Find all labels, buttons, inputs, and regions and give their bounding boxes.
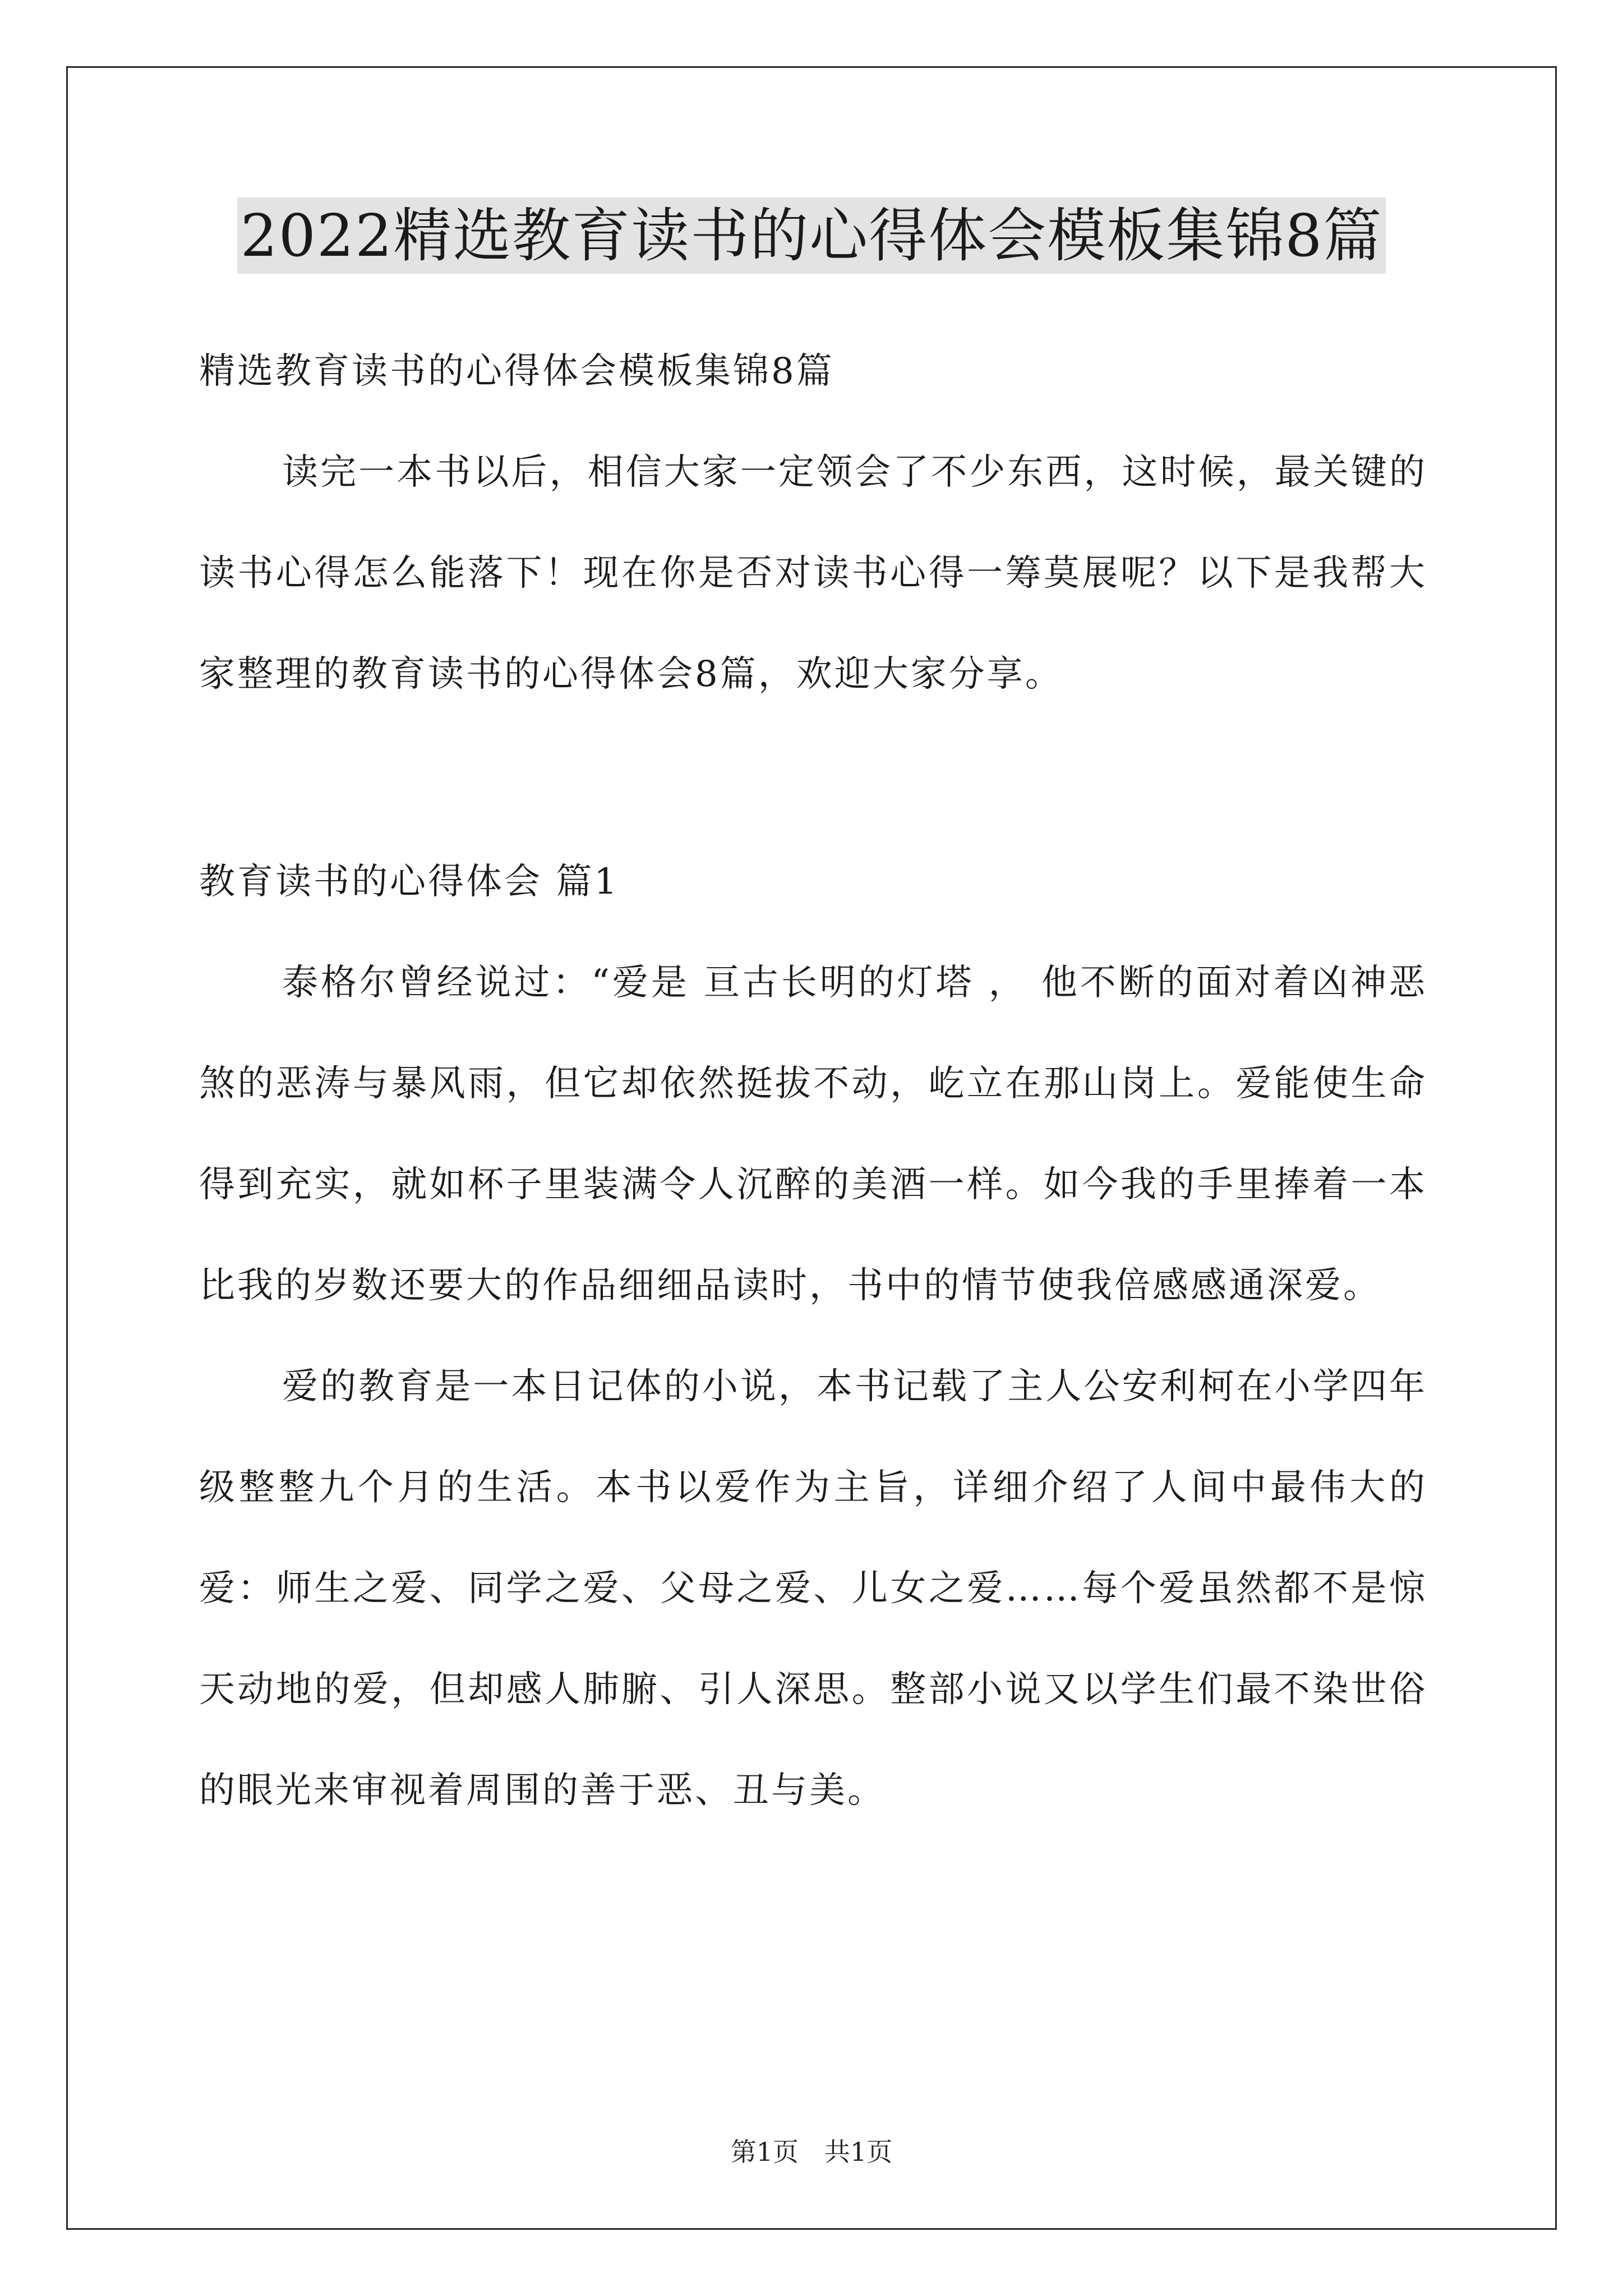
body-paragraph-2: 爱的教育是一本日记体的小说，本书记载了主人公安利柯在小学四年级整整九个月的生活。本书以爱作为主旨，详细介绍了人间中最伟大的爱：师生之爱、同学之爱、父母之爱、儿女之爱……每个爱虽然都不是惊天动地的爱，但却感人肺腑、引人深思。整部小说又以学生们最不染世俗的眼光来审视着周围的善于恶、丑与美。 <box>199 1366 1427 1811</box>
title-container <box>0 197 1623 274</box>
document-subtitle: 精选教育读书的心得体会模板集锦8篇 <box>199 351 834 392</box>
body-paragraph-1: 泰格尔曾经说过：“爱是 亘古长明的灯塔 ， 他不断的面对着凶神恶煞的恶涛与暴风雨，但它却依然挺拔不动，屹立在那山岗上。爱能使生命得到充实，就如杯子里装满令人沉醉的美酒一样。如今我的手里捧着一本比我的岁数还要大的作品细细品读时，书中的情节使我倍感感通深爱。 <box>199 962 1427 1306</box>
section-heading: 教育读书的心得体会 篇1 <box>199 861 620 903</box>
document-title: 2022精选教育读书的心得体会模板集锦8篇 <box>237 197 1386 274</box>
intro-paragraph: 读完一本书以后，相信大家一定领会了不少东西，这时候，最关键的读书心得怎么能落下！现在你是否对读书心得一筹莫展呢？以下是我帮大家整理的教育读书的心得体会8篇，欢迎大家分享。 <box>199 452 1427 695</box>
document-body <box>199 321 1427 1841</box>
page-footer: 第1页 共1页 <box>730 2137 893 2167</box>
